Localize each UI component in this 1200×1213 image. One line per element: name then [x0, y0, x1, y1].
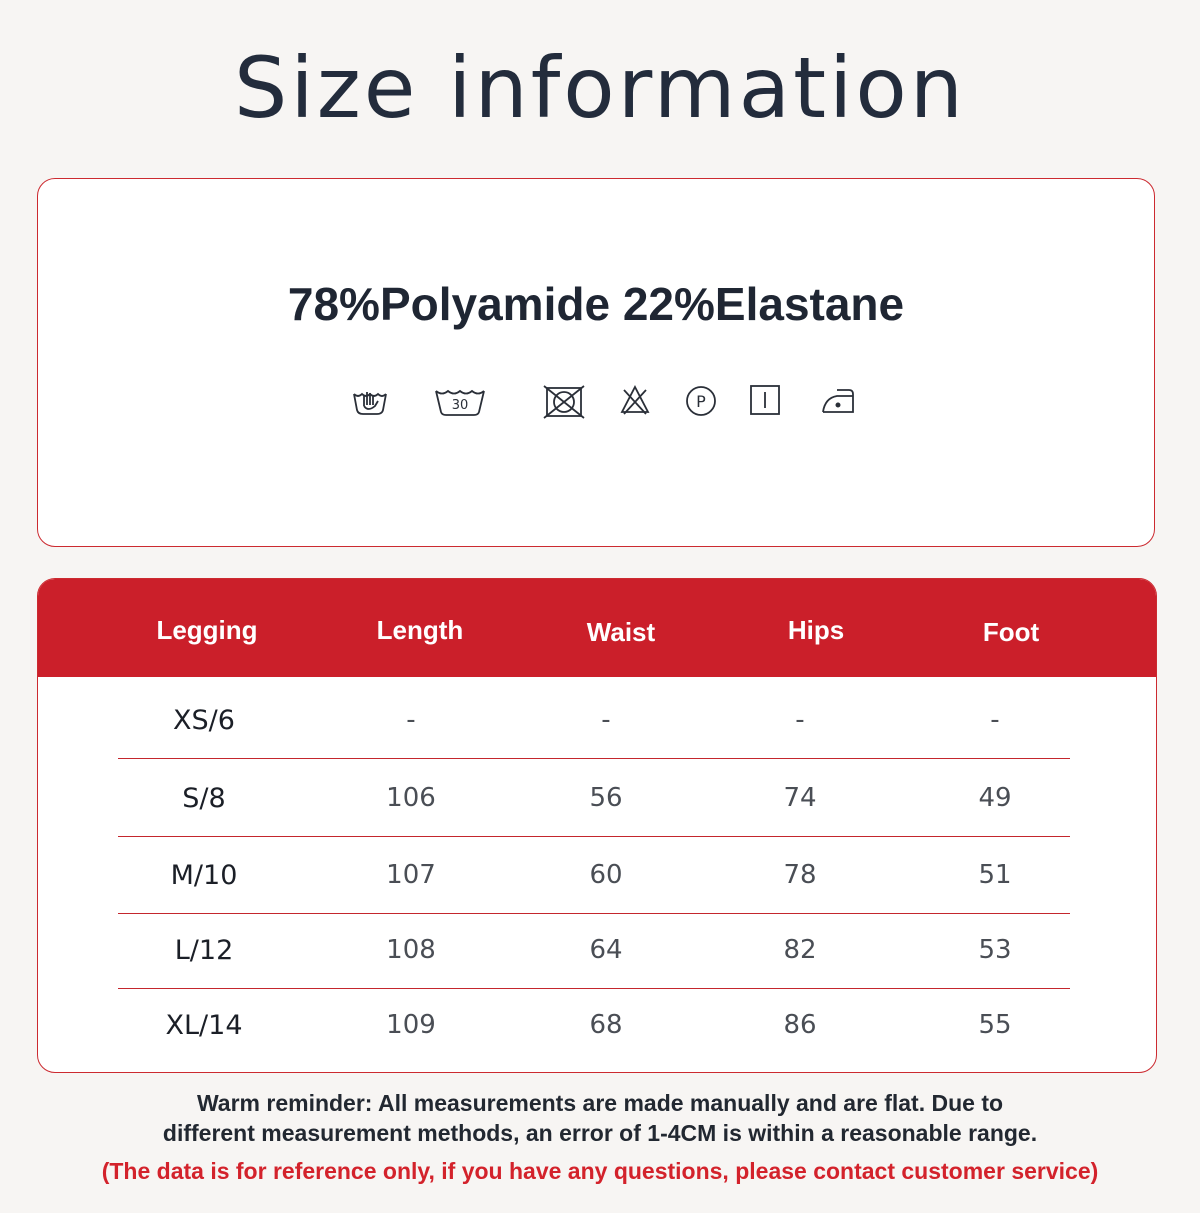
size-cell: M/10 [170, 860, 238, 891]
length-cell: 106 [386, 783, 436, 813]
page-title: Size information [234, 39, 966, 137]
size-chart-header [38, 579, 1156, 677]
size-cell: XS/6 [173, 705, 235, 736]
wash-30-icon [433, 384, 487, 420]
header-waist: Waist [586, 617, 656, 647]
foot-cell: 49 [978, 783, 1012, 813]
do-not-tumble-dry-icon [541, 384, 587, 420]
care-instructions [38, 384, 1154, 424]
hand-wash-icon [351, 384, 389, 420]
iron-low-icon [820, 384, 856, 420]
material-composition: 78%Polyamide 22%Elastane [287, 278, 905, 330]
hips-cell: 74 [783, 783, 817, 813]
hips-cell: 86 [783, 1010, 817, 1040]
hips-cell: 78 [783, 860, 817, 890]
waist-cell: 68 [589, 1010, 623, 1040]
hips-cell: - [795, 705, 805, 735]
hips-cell: 82 [783, 935, 817, 965]
header-hips: Hips [787, 615, 845, 645]
line-dry-icon [749, 384, 781, 420]
length-cell: - [406, 705, 416, 735]
size-chart [37, 578, 1157, 1073]
reminder-line-1: Warm reminder: All measurements are made manually and are flat. Due to [196, 1090, 1004, 1116]
material-card [37, 178, 1155, 547]
length-cell: 108 [386, 935, 436, 965]
professional-dry-clean-p-icon [684, 384, 718, 420]
svg-text:P: P [696, 392, 706, 411]
size-cell: XL/14 [165, 1010, 243, 1041]
table-row [118, 683, 1070, 759]
waist-cell: - [601, 705, 611, 735]
waist-cell: 64 [589, 935, 623, 965]
foot-cell: 55 [978, 1010, 1012, 1040]
foot-cell: - [990, 705, 1000, 735]
size-cell: L/12 [174, 935, 234, 966]
waist-cell: 60 [589, 860, 623, 890]
header-length: Length [376, 615, 464, 645]
table-row [118, 838, 1070, 914]
header-foot: Foot [982, 617, 1040, 647]
foot-cell: 53 [978, 935, 1012, 965]
table-row [118, 913, 1070, 989]
do-not-bleach-icon [620, 384, 650, 420]
reference-note: (The data is for reference only, if you have any questions, please contact customer service) [101, 1158, 1099, 1184]
foot-cell: 51 [978, 860, 1012, 890]
table-row [118, 761, 1070, 837]
svg-text:30: 30 [451, 398, 469, 413]
length-cell: 107 [386, 860, 436, 890]
reminder-line-2: different measurement methods, an error of 1-4CM is within a reasonable range. [162, 1120, 1038, 1146]
length-cell: 109 [386, 1010, 436, 1040]
size-cell: S/8 [182, 783, 226, 814]
header-legging: Legging [156, 615, 258, 645]
waist-cell: 56 [589, 783, 623, 813]
warm-reminder [0, 1088, 1200, 1148]
table-row [118, 988, 1070, 1063]
